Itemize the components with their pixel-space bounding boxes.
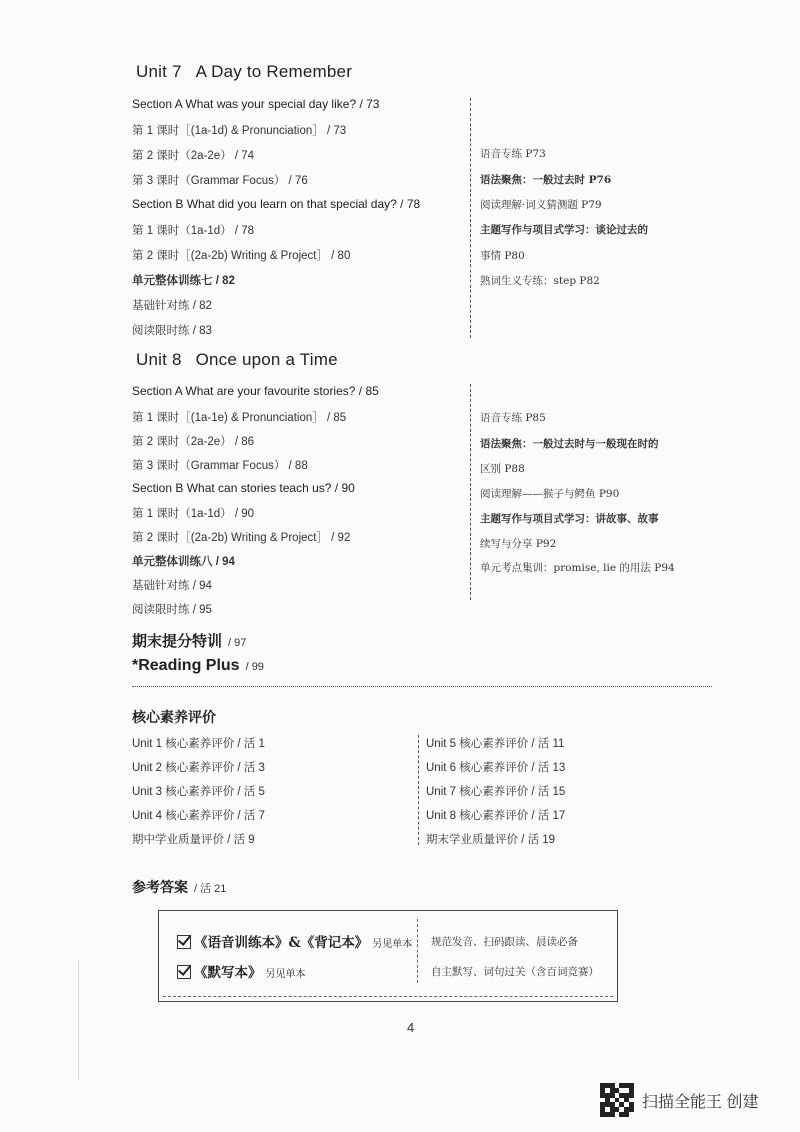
unit8-row: Section A What are your favourite stories? / 85: [132, 384, 379, 398]
unit8-row: 第 2 课时［(2a-2b) Writing & Project］ / 92: [132, 532, 351, 544]
reading-plus-entry: [132, 657, 264, 675]
unit7-side-note: 语法聚焦：一般过去时 P76: [480, 174, 612, 186]
answers-entry: [132, 877, 226, 897]
evaluation-divider: [418, 735, 419, 845]
unit-7-title: [136, 62, 352, 82]
booklet-note: 另见单本: [265, 969, 306, 980]
watermark-text: 扫描全能王 创建: [642, 1093, 759, 1111]
unit7-row: 第 2 课时（2a-2e） / 74: [132, 150, 255, 162]
checkbox-checked-icon: [177, 965, 191, 979]
booklet-row: [177, 961, 306, 981]
scanner-watermark: [600, 1083, 758, 1117]
unit8-row: 第 1 课时（1a-1d） / 90: [132, 508, 255, 520]
unit7-row: 第 1 课时（1a-1d） / 78: [132, 225, 255, 237]
unit8-side-note: 单元考点集训：promise, lie 的用法 P94: [480, 562, 675, 574]
unit7-side-note: 熟词生义专练：step P82: [480, 275, 600, 287]
final-training-label: 期末提分特训: [132, 633, 223, 650]
evaluation-item: Unit 2 核心素养评价 / 活 3: [132, 762, 265, 774]
unit7-side-note: 主题写作与项目式学习：谈论过去的: [480, 224, 648, 236]
unit7-side-note: 阅读理解·词义猜测题 P79: [480, 199, 602, 211]
evaluation-item: Unit 7 核心素养评价 / 活 15: [426, 786, 566, 798]
evaluation-item: Unit 1 核心素养评价 / 活 1: [132, 738, 265, 750]
binding-margin-line: [78, 960, 79, 1080]
unit7-row: 第 3 课时（Grammar Focus） / 76: [132, 175, 308, 187]
booklets-box: [158, 910, 618, 1002]
answers-label: 参考答案: [132, 879, 188, 895]
unit7-row: 基础针对练 / 82: [132, 300, 212, 312]
unit7-row: Section A What was your special day like? / 73: [132, 97, 380, 111]
box-bottom-dash: [163, 996, 613, 997]
evaluation-title: 核心素养评价: [132, 709, 216, 725]
unit8-side-note: 语法聚焦：一般过去时与一般现在时的: [480, 438, 659, 450]
final-training-entry: [132, 630, 246, 651]
unit7-divider: [470, 98, 471, 338]
booklet-title: 《语音训练本》&《背记本》: [194, 935, 369, 951]
unit8-row: 单元整体训练八 / 94: [132, 556, 235, 568]
unit-8-name: Once upon a Time: [195, 350, 338, 369]
unit7-row: 第 2 课时［(2a-2b) Writing & Project］ / 80: [132, 250, 351, 262]
reading-plus-page: / 99: [245, 661, 264, 673]
reading-plus-label: *Reading Plus: [132, 657, 240, 674]
unit8-row: 第 2 课时（2a-2e） / 86: [132, 436, 255, 448]
unit7-side-note: 语音专练 P73: [480, 148, 546, 160]
unit8-side-note: 阅读理解——猴子与鳄鱼 P90: [480, 488, 620, 500]
unit7-side-note: 事情 P80: [480, 250, 525, 262]
answers-page: / 活 21: [194, 883, 227, 895]
unit8-side-note: 续写与分享 P92: [480, 538, 557, 550]
evaluation-item: Unit 8 核心素养评价 / 活 17: [426, 810, 566, 822]
unit8-side-note: 区别 P88: [480, 463, 525, 475]
unit8-side-note: 语音专练 P85: [480, 412, 546, 424]
booklets-divider: [417, 919, 418, 983]
final-training-page: / 97: [228, 637, 247, 649]
booklet-desc: 规范发音、扫码跟读、晨读必备: [431, 936, 578, 948]
unit-8-title: [136, 350, 338, 370]
unit7-row: 第 1 课时［(1a-1d) & Pronunciation］ / 73: [132, 125, 347, 137]
booklet-row: [177, 931, 412, 951]
checkbox-checked-icon: [177, 935, 191, 949]
section-separator: [132, 686, 712, 687]
evaluation-item: Unit 3 核心素养评价 / 活 5: [132, 786, 265, 798]
unit7-row: 阅读限时练 / 83: [132, 325, 212, 337]
unit8-row: 阅读限时练 / 95: [132, 604, 212, 616]
unit7-row: 单元整体训练七 / 82: [132, 275, 235, 287]
evaluation-item: 期中学业质量评价 / 活 9: [132, 834, 255, 846]
unit-7-number: Unit 7: [136, 62, 182, 81]
evaluation-item: Unit 4 核心素养评价 / 活 7: [132, 810, 265, 822]
unit8-divider: [470, 384, 471, 600]
unit7-row: Section B What did you learn on that special day? / 78: [132, 197, 421, 211]
booklet-note: 另见单本: [372, 939, 413, 950]
unit-8-number: Unit 8: [136, 350, 182, 369]
qr-code-icon: [600, 1083, 634, 1117]
unit8-row: Section B What can stories teach us? / 90: [132, 481, 355, 495]
unit-7-name: A Day to Remember: [195, 62, 353, 81]
evaluation-item: 期末学业质量评价 / 活 19: [426, 834, 556, 846]
evaluation-item: Unit 6 核心素养评价 / 活 13: [426, 762, 566, 774]
unit8-row: 第 1 课时［(1a-1e) & Pronunciation］ / 85: [132, 412, 347, 424]
booklet-desc: 自主默写、词句过关（含百词竞赛）: [431, 966, 599, 978]
evaluation-item: Unit 5 核心素养评价 / 活 11: [426, 738, 565, 750]
page-number: 4: [407, 1020, 415, 1035]
unit8-row: 基础针对练 / 94: [132, 580, 212, 592]
unit8-row: 第 3 课时（Grammar Focus） / 88: [132, 460, 308, 472]
unit8-side-note: 主题写作与项目式学习：讲故事、故事: [480, 513, 659, 525]
booklet-title: 《默写本》: [194, 965, 262, 981]
